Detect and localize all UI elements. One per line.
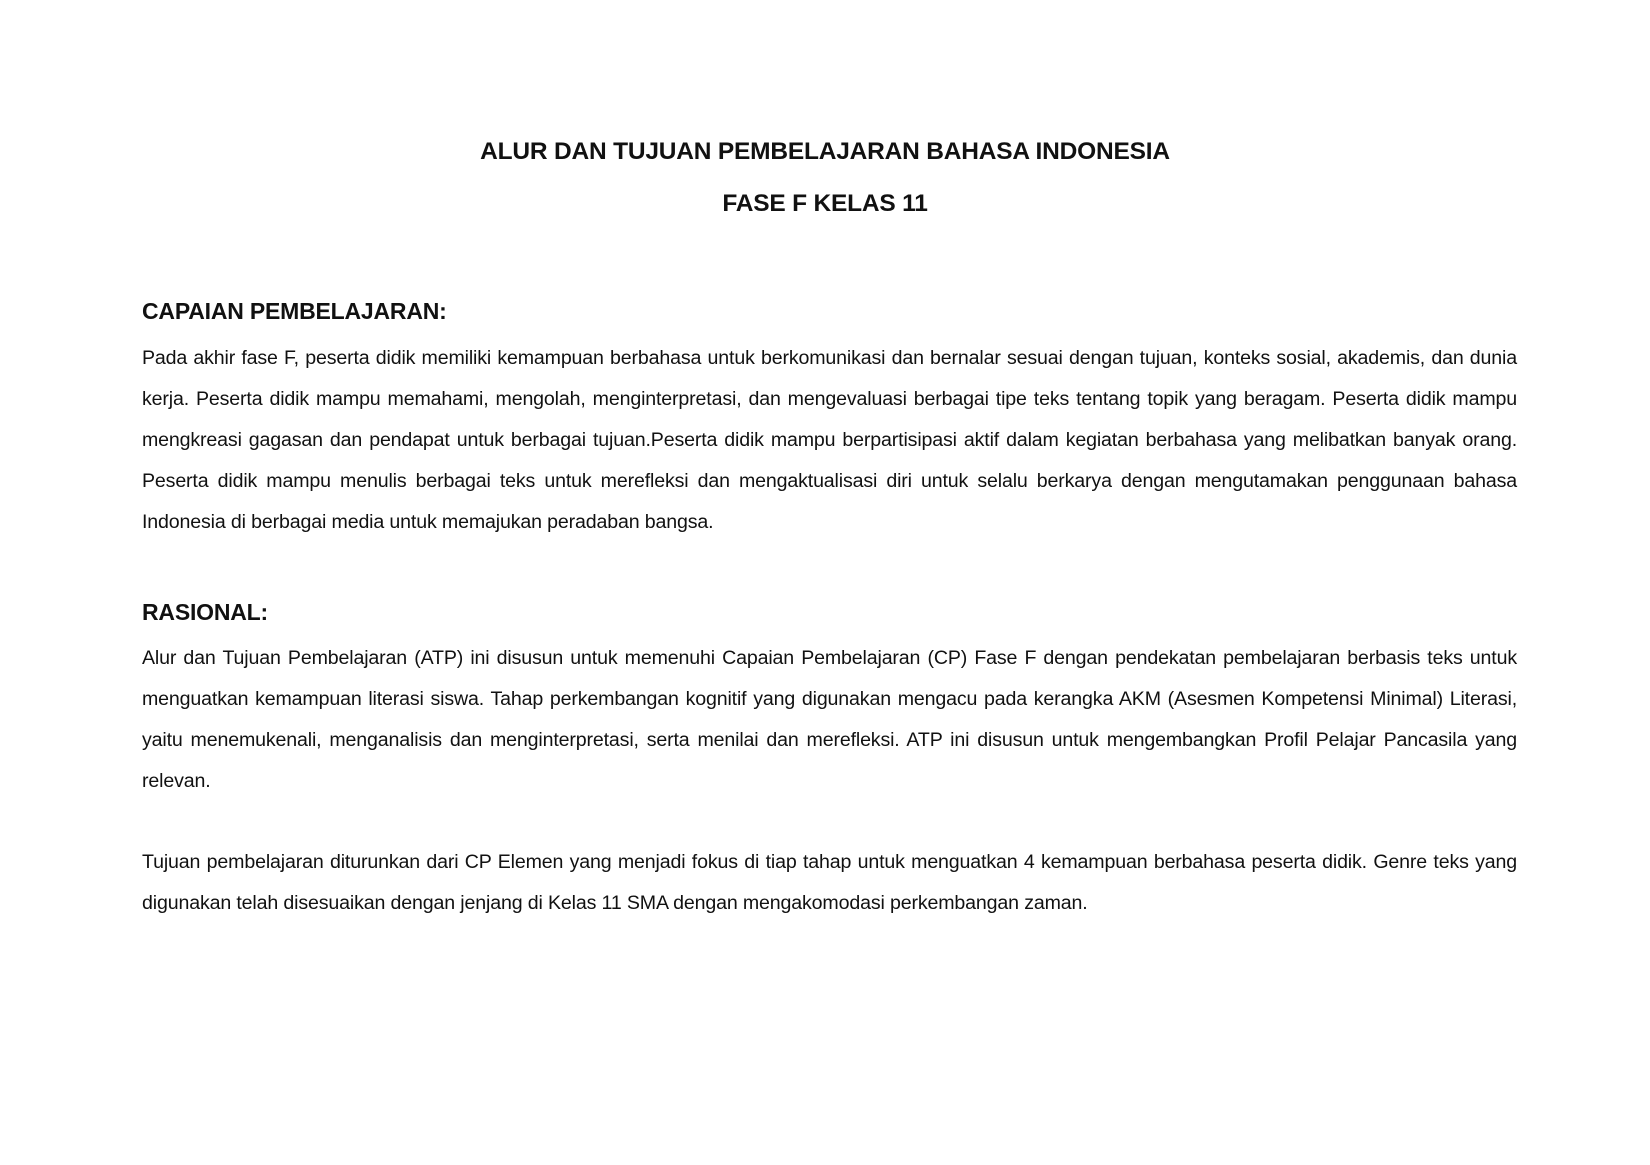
document-subtitle: FASE F KELAS 11 — [722, 189, 928, 217]
document-title: ALUR DAN TUJUAN PEMBELAJARAN BAHASA INDONESIA — [480, 138, 1170, 165]
paragraph: Tujuan pembelajaran diturunkan dari CP Elemen yang menjadi fokus di tiap tahap untuk menguatkan 4 kemampuan berbahasa peserta didik. Genre teks yang digunakan telah disesuaikan dengan jenjang di Kelas 11 SMA dengan mengakomodasi perkembangan zaman. — [142, 851, 1517, 915]
paragraph: Pada akhir fase F, peserta didik memiliki kemampuan berbahasa untuk berkomunikasi dan bernalar sesuai dengan tujuan, konteks sosial, akademis, dan dunia kerja. Peserta didik mampu memahami, mengolah, menginterpretasi, dan mengevaluasi berbagai tipe teks tentang topik yang beragam. Peserta didik mampu mengkreasi gagasan dan pendapat untuk berbagai tujuan.Peserta didik mampu berpartisipasi aktif dalam kegiatan berbahasa yang melibatkan banyak orang. Peserta didik mampu menulis berbagai teks untuk merefleksi dan mengaktualisasi diri untuk selalu berkarya dengan mengutamakan penggunaan bahasa Indonesia di berbagai media untuk memajukan peradaban bangsa. — [142, 346, 1517, 533]
section-heading: RASIONAL: — [142, 598, 268, 625]
section-rasional — [142, 599, 1517, 925]
document-body — [142, 298, 1517, 924]
section-heading: CAPAIAN PEMBELAJARAN: — [142, 298, 447, 324]
paragraph: Alur dan Tujuan Pembelajaran (ATP) ini disusun untuk memenuhi Capaian Pembelajaran (CP) Fase F dengan pendekatan pembelajaran berbasis teks untuk menguatkan kemampuan literasi siswa. Tahap perkembangan kognitif yang digunakan mengacu pada kerangka AKM (Asesmen Kompetensi Minimal) Literasi, yaitu menemukenali, menganalisis dan menginterpretasi, serta menilai dan merefleksi. ATP ini disusun untuk mengembangkan Profil Pelajar Pancasila yang relevan. — [142, 647, 1517, 793]
title-block — [0, 140, 1650, 216]
section-capaian-pembelajaran — [142, 298, 1517, 543]
